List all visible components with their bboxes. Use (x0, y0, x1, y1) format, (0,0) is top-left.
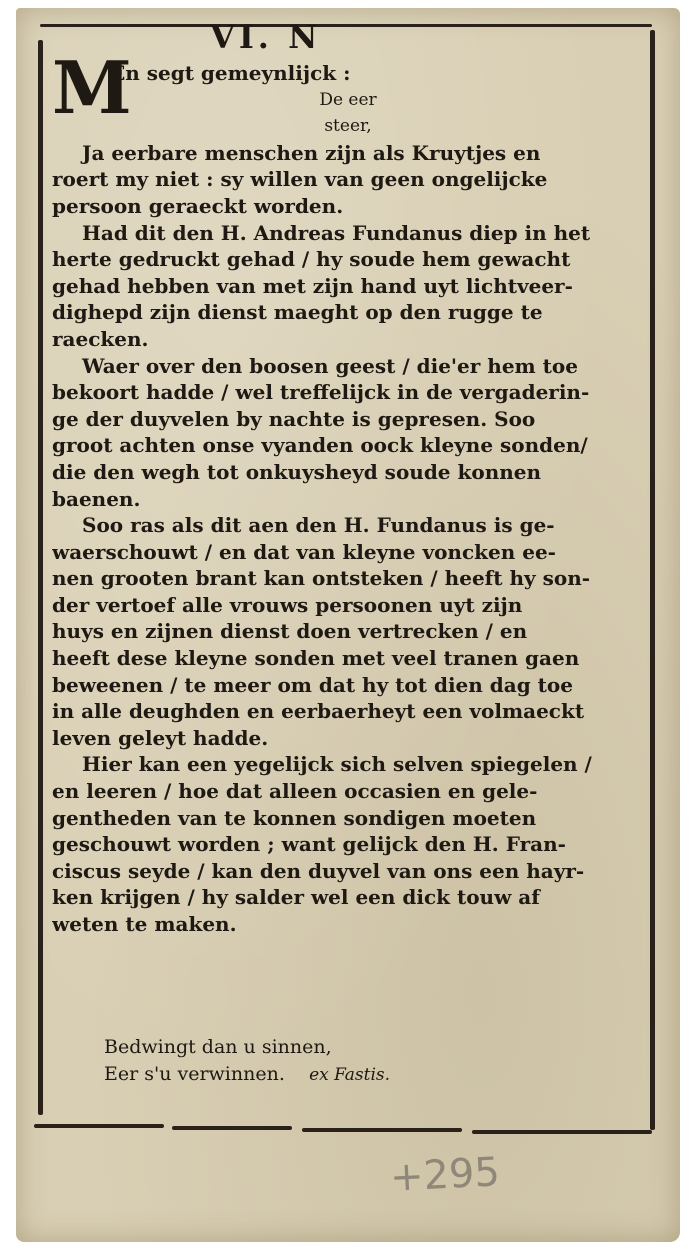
handwritten-number: +295 (388, 1149, 502, 1201)
body-text (52, 60, 644, 938)
text-line: baenen. (52, 486, 141, 511)
closing-line-2 (52, 1061, 644, 1088)
text-line: en leeren / hoe dat alleen occasien en gele- (52, 779, 538, 804)
text-line: herte gedruckt gehad / hy soude hem gewacht (52, 247, 571, 272)
closing-verse (52, 1034, 644, 1087)
text-line: ge der duyvelen by nachte is gepresen. Soo (52, 406, 536, 431)
text-line: in alle deughden en eerbaerheyt een volmaeckt (52, 699, 585, 724)
text-line: heeft dese kleyne sonden met veel tranen gaen (52, 646, 580, 671)
text-line: ken krijgen / hy salder wel een dick touw af (52, 885, 540, 910)
text-line: raecken. (52, 326, 149, 351)
text-line: beweenen / te meer om dat hy tot dien dag toe (52, 672, 573, 697)
text-line: nen grooten brant kan ontsteken / heeft hy son- (52, 566, 591, 591)
bottom-border-rule-4 (472, 1130, 652, 1134)
page-header (210, 18, 470, 58)
text-line: der vertoef alle vrouws persoonen uyt zijn (52, 592, 523, 617)
text-line: Ja eerbare menschen zijn als Kruytjes en (82, 140, 541, 165)
left-border-rule (38, 40, 43, 1115)
bottom-border-rule-1 (34, 1124, 164, 1128)
text-line: dighepd zijn dienst maeght op den rugge te (52, 300, 543, 325)
closing-line-2-text: Eer s'u verwinnen. (104, 1062, 285, 1085)
drop-cap: M (52, 45, 132, 130)
header-label: VI. N (210, 18, 322, 56)
text-line: waerschouwt / en dat van kleyne voncken ee- (52, 539, 556, 564)
text-line: geschouwt worden ; want gelijck den H. Fran- (52, 832, 566, 857)
text-line: weten te maken. (52, 912, 237, 936)
text-line: bekoort hadde / wel treffelijck in de vergaderin- (52, 380, 590, 405)
text-line: groot achten onse vyanden oock kleyne sonden/ (52, 433, 588, 458)
text-line: gehad hebben van met zijn hand uyt lichtveer- (52, 273, 573, 298)
text-line: En segt gemeynlijck : (110, 61, 351, 85)
bottom-border-rule-3 (302, 1128, 462, 1132)
text-line: Soo ras als dit aen den H. Fundanus is ge- (82, 513, 555, 538)
closing-line-1: Bedwingt dan u sinnen, (104, 1036, 332, 1058)
text-line: ciscus seyde / kan den duyvel van ons een hayr- (52, 858, 585, 883)
text-line: steer, (324, 116, 372, 137)
text-line: persoon geraeckt worden. (52, 193, 344, 218)
text-line: Hier kan een yegelijck sich selven spiegelen / (82, 752, 592, 777)
text-line: roert my niet : sy willen van geen ongelijcke (52, 167, 548, 192)
text-line: Had dit den H. Andreas Fundanus diep in het (82, 220, 591, 245)
text-line: leven geleyt hadde. (52, 725, 269, 750)
bottom-border-rule-2 (172, 1126, 292, 1130)
text-line: De eer (319, 89, 377, 110)
closing-source: ex Fastis. (309, 1064, 391, 1085)
text-line: gentheden van te konnen sondigen moeten (52, 805, 537, 830)
right-border-rule (650, 30, 655, 1130)
text-line: huys en zijnen dienst doen vertrecken / en (52, 619, 528, 644)
text-line: die den wegh tot onkuysheyd soude konnen (52, 459, 542, 484)
text-line: Waer over den boosen geest / die'er hem toe (82, 353, 578, 378)
